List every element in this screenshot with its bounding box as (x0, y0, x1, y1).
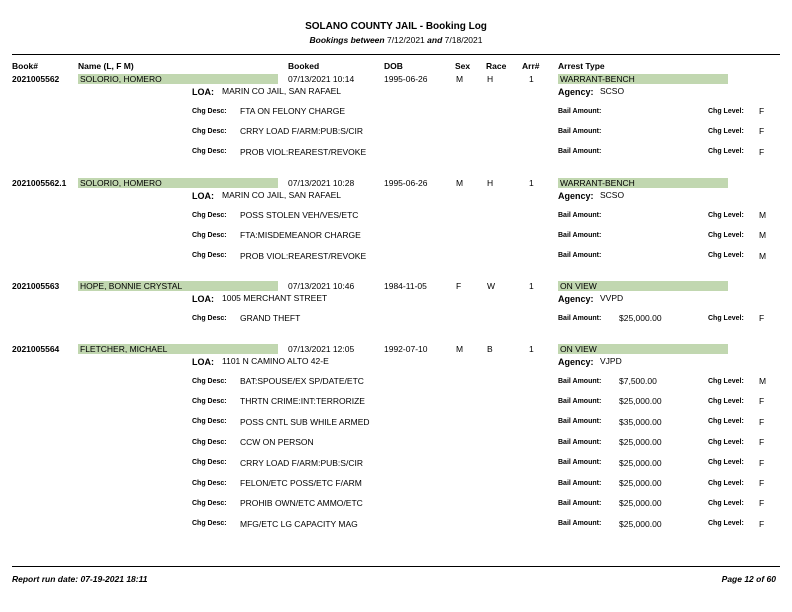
bail-amount-label: Bail Amount: (558, 377, 602, 385)
chg-level-label: Chg Level: (708, 231, 744, 239)
bail-amount-label: Bail Amount: (558, 252, 602, 260)
chg-desc-label: Chg Desc: (192, 231, 227, 239)
arrest-number: 1 (529, 178, 534, 188)
inmate-name: SOLORIO, HOMERO (78, 74, 278, 84)
chg-desc: FELON/ETC POSS/ETC F/ARM (240, 478, 362, 488)
chg-desc-label: Chg Desc: (192, 211, 227, 219)
col-booked: Booked (288, 61, 320, 71)
dob: 1984-11-05 (384, 281, 427, 291)
bail-amount: $25,000.00 (619, 313, 662, 323)
chg-desc: POSS STOLEN VEH/VES/ETC (240, 210, 359, 220)
chg-level: F (759, 478, 765, 488)
agency-value: SCSO (600, 190, 625, 200)
chg-desc: CCW ON PERSON (240, 437, 314, 448)
loa-value: 1005 MERCHANT STREET (222, 293, 328, 303)
chg-level-label: Chg Level: (708, 314, 744, 322)
chg-level-label: Chg Level: (708, 418, 744, 426)
dob: 1992-07-10 (384, 344, 428, 354)
bail-amount: $25,000.00 (619, 478, 662, 488)
date-from: 7/12/2021 (386, 35, 425, 45)
chg-desc: POSS CNTL SUB WHILE ARMED (240, 416, 370, 427)
chg-level-label: Chg Level: (708, 127, 744, 135)
chg-desc: FTA ON FELONY CHARGE (240, 106, 346, 116)
chg-desc-label: Chg Desc: (192, 252, 227, 260)
footer-rule (12, 566, 780, 567)
chg-desc: PROHIB OWN/ETC AMMO/ETC (240, 498, 363, 509)
chg-desc: CRRY LOAD F/ARM:PUB:S/CIR (240, 126, 363, 137)
agency-label: Agency: (558, 357, 594, 367)
arrest-type: ON VIEW (558, 344, 728, 354)
bail-amount-label: Bail Amount: (558, 438, 602, 446)
book-number: 2021005564 (12, 344, 60, 354)
chg-level: F (759, 396, 765, 407)
agency-label: Agency: (558, 87, 594, 97)
col-book: Book# (12, 61, 38, 71)
inmate-name: SOLORIO, HOMERO (78, 178, 278, 188)
book-number: 2021005562 (12, 74, 60, 84)
loa-label: LOA: (192, 357, 214, 367)
chg-desc-label: Chg Desc: (192, 127, 227, 135)
col-name: Name (L, F M) (78, 61, 134, 71)
arrest-type: WARRANT-BENCH (558, 74, 728, 84)
bail-amount: $25,000.00 (619, 437, 662, 448)
chg-level-label: Chg Level: (708, 520, 744, 528)
chg-desc-label: Chg Desc: (192, 107, 227, 115)
col-sex: Sex (455, 61, 471, 71)
arrest-type: ON VIEW (558, 281, 728, 291)
chg-level-label: Chg Level: (708, 252, 744, 260)
agency-label: Agency: (558, 294, 594, 304)
chg-level: F (759, 313, 765, 323)
chg-level-label: Chg Level: (708, 438, 744, 446)
chg-desc-label: Chg Desc: (192, 499, 227, 507)
sex: M (456, 344, 464, 354)
bail-amount-label: Bail Amount: (558, 127, 602, 135)
agency-value: VJPD (600, 356, 622, 366)
bail-amount-label: Bail Amount: (558, 211, 602, 219)
booked-datetime: 07/13/2021 10:46 (288, 281, 355, 291)
race: H (487, 74, 494, 84)
chg-level: F (759, 126, 765, 137)
bail-amount: $35,000.00 (619, 416, 662, 427)
report-subtitle (0, 35, 792, 45)
date-to: 7/18/2021 (444, 35, 483, 45)
chg-desc-label: Chg Desc: (192, 397, 227, 405)
bail-amount-label: Bail Amount: (558, 520, 602, 528)
col-arr: Arr# (522, 61, 540, 71)
chg-desc-label: Chg Desc: (192, 459, 227, 467)
bail-amount: $25,000.00 (619, 518, 662, 529)
bail-amount-label: Bail Amount: (558, 148, 602, 156)
col-dob: DOB (384, 61, 403, 71)
bail-amount-label: Bail Amount: (558, 314, 602, 322)
bail-amount: $7,500.00 (619, 376, 657, 386)
chg-desc: THRTN CRIME:INT:TERRORIZE (240, 396, 365, 407)
chg-level: F (759, 416, 765, 427)
bail-amount-label: Bail Amount: (558, 418, 602, 426)
arrest-number: 1 (529, 281, 534, 291)
sex: M (456, 74, 464, 84)
bail-amount-label: Bail Amount: (558, 107, 602, 115)
bail-amount: $25,000.00 (619, 396, 662, 407)
subtitle-prefix: Bookings between (309, 35, 385, 45)
arrest-number: 1 (529, 344, 534, 354)
chg-desc-label: Chg Desc: (192, 418, 227, 426)
loa-value: MARIN CO JAIL, SAN RAFAEL (222, 86, 342, 96)
bail-amount-label: Bail Amount: (558, 459, 602, 467)
chg-level-label: Chg Level: (708, 107, 744, 115)
arrest-number: 1 (529, 74, 534, 84)
sex: F (456, 281, 462, 291)
agency-value: VVPD (600, 293, 624, 303)
chg-level: M (759, 376, 767, 386)
bail-amount-label: Bail Amount: (558, 499, 602, 507)
bail-amount: $25,000.00 (619, 457, 662, 468)
chg-desc: MFG/ETC LG CAPACITY MAG (240, 518, 358, 529)
bail-amount: $25,000.00 (619, 498, 662, 509)
race: W (487, 281, 496, 291)
bail-amount-label: Bail Amount: (558, 397, 602, 405)
chg-level-label: Chg Level: (708, 499, 744, 507)
chg-level: F (759, 437, 765, 448)
header-rule (12, 54, 780, 55)
chg-desc: PROB VIOL:REAREST/REVOKE (240, 146, 367, 157)
subtitle-and: and (427, 35, 443, 45)
agency-label: Agency: (558, 191, 594, 201)
report-run-date: Report run date: 07-19-2021 18:11 (12, 574, 148, 584)
inmate-name: HOPE, BONNIE CRYSTAL (78, 281, 278, 291)
booked-datetime: 07/13/2021 10:28 (288, 178, 355, 188)
loa-label: LOA: (192, 87, 214, 97)
bail-amount-label: Bail Amount: (558, 479, 602, 487)
dob: 1995-06-26 (384, 178, 428, 188)
booked-datetime: 07/13/2021 10:14 (288, 74, 355, 84)
chg-desc: GRAND THEFT (240, 313, 301, 323)
arrest-type: WARRANT-BENCH (558, 178, 728, 188)
booked-datetime: 07/13/2021 12:05 (288, 344, 355, 354)
chg-level-label: Chg Level: (708, 459, 744, 467)
chg-level: F (759, 518, 765, 529)
chg-level-label: Chg Level: (708, 479, 744, 487)
loa-value: 1101 N CAMINO ALTO 42-E (222, 356, 329, 366)
report-title: SOLANO COUNTY JAIL - Booking Log (305, 21, 487, 32)
bail-amount-label: Bail Amount: (558, 231, 602, 239)
chg-level: M (759, 210, 767, 220)
book-number: 2021005563 (12, 281, 60, 291)
chg-level: F (759, 498, 765, 509)
chg-desc-label: Chg Desc: (192, 377, 227, 385)
loa-label: LOA: (192, 294, 214, 304)
col-race: Race (486, 61, 507, 71)
chg-level: F (759, 146, 765, 157)
dob: 1995-06-26 (384, 74, 428, 84)
chg-level: F (759, 457, 765, 468)
loa-label: LOA: (192, 191, 214, 201)
chg-desc-label: Chg Desc: (192, 438, 227, 446)
page-number: Page 12 of 60 (721, 574, 776, 584)
inmate-name: FLETCHER, MICHAEL (78, 344, 278, 354)
chg-desc: CRRY LOAD F/ARM:PUB:S/CIR (240, 457, 363, 468)
chg-level-label: Chg Level: (708, 377, 744, 385)
book-number: 2021005562.1 (12, 178, 67, 188)
chg-desc: FTA:MISDEMEANOR CHARGE (240, 230, 361, 241)
agency-value: SCSO (600, 86, 625, 96)
chg-level: M (759, 230, 767, 241)
chg-desc-label: Chg Desc: (192, 520, 227, 528)
col-arrest-type: Arrest Type (558, 61, 605, 71)
chg-level: M (759, 250, 767, 261)
chg-desc-label: Chg Desc: (192, 479, 227, 487)
sex: M (456, 178, 464, 188)
chg-level: F (759, 106, 765, 116)
loa-value: MARIN CO JAIL, SAN RAFAEL (222, 190, 342, 200)
race: B (487, 344, 493, 354)
race: H (487, 178, 494, 188)
chg-desc: BAT:SPOUSE/EX SP/DATE/ETC (240, 376, 364, 386)
chg-desc-label: Chg Desc: (192, 148, 227, 156)
chg-desc-label: Chg Desc: (192, 314, 227, 322)
chg-level-label: Chg Level: (708, 148, 744, 156)
chg-level-label: Chg Level: (708, 211, 744, 219)
chg-desc: PROB VIOL:REAREST/REVOKE (240, 250, 367, 261)
chg-level-label: Chg Level: (708, 397, 744, 405)
